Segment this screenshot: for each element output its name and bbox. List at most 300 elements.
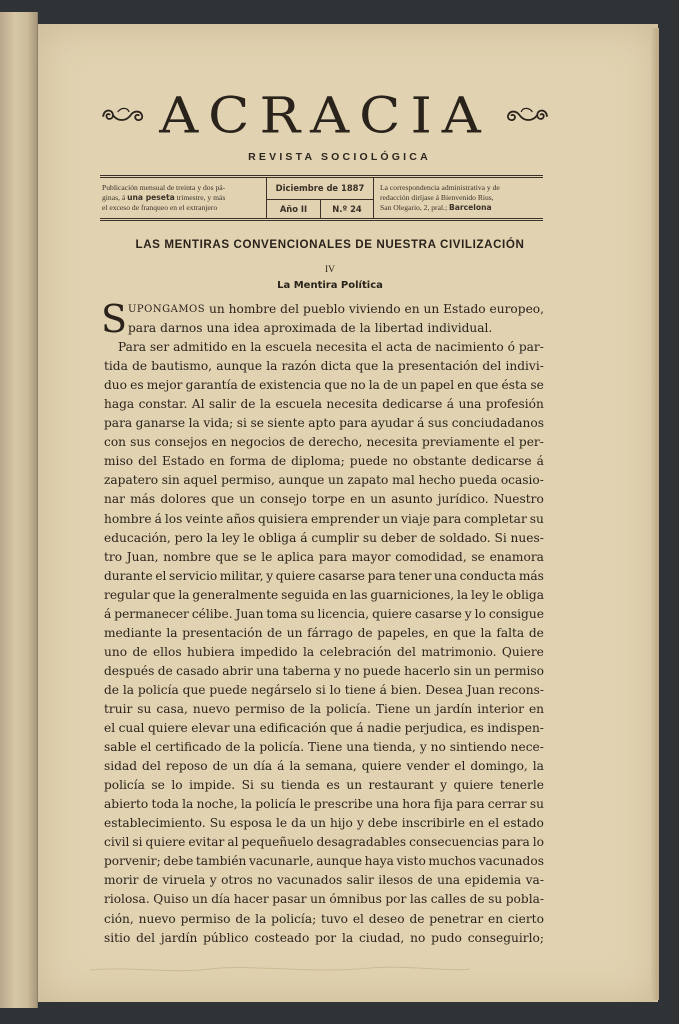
word: inscribirle	[401, 816, 465, 831]
word: negárselo	[251, 682, 312, 697]
word: de	[104, 682, 120, 697]
text-line	[104, 814, 544, 833]
word: ley	[221, 530, 240, 545]
word: su	[300, 606, 315, 621]
word: que	[215, 549, 239, 564]
text-line	[104, 776, 544, 795]
word: jardín	[435, 701, 473, 716]
word: es	[470, 721, 484, 736]
word: se	[151, 778, 165, 793]
word: da	[291, 816, 307, 831]
text-line	[104, 662, 544, 681]
word: nuevo	[192, 701, 230, 716]
word: elevar	[191, 721, 230, 736]
word: de	[157, 663, 173, 678]
word: la	[244, 740, 256, 755]
word: duo	[104, 378, 127, 393]
word: costeado	[254, 930, 310, 945]
word: militar,	[219, 568, 264, 583]
word: necesita	[366, 435, 418, 450]
word: individual.	[427, 321, 493, 336]
word: en	[457, 378, 473, 393]
word: una	[256, 663, 280, 678]
word: Si	[494, 530, 507, 545]
issue-info	[266, 178, 374, 218]
word: presentación	[182, 625, 263, 640]
word: de	[289, 701, 305, 716]
word: constar.	[138, 397, 188, 412]
word: sidad	[104, 759, 138, 774]
word: la	[182, 797, 194, 812]
word: existencia	[259, 378, 322, 393]
word: también	[195, 854, 247, 869]
word: tenerle	[499, 778, 544, 793]
word: jardín	[160, 930, 198, 945]
word: lo	[474, 606, 486, 621]
subscription-line-1: Publicación mensual de treinta y dos pá-	[102, 183, 226, 192]
word: le	[276, 816, 288, 831]
text-line	[104, 433, 544, 452]
word: policía.	[259, 740, 305, 755]
word: quisiera	[257, 511, 308, 526]
word: los	[164, 511, 183, 526]
word: Quiso	[153, 892, 189, 907]
word: interior	[477, 701, 524, 716]
word: la	[302, 644, 315, 659]
word: no	[257, 873, 273, 888]
word: quiere	[361, 759, 402, 774]
word: durante	[104, 568, 153, 583]
word: necesita	[315, 340, 368, 355]
word: domingo,	[470, 759, 528, 774]
word: para	[339, 416, 368, 431]
word: un	[239, 492, 255, 507]
word: sus	[427, 416, 449, 431]
word: un	[423, 302, 440, 316]
word: le	[261, 549, 273, 564]
word: diploma;	[291, 454, 345, 469]
text-line	[104, 795, 544, 814]
word: visto	[396, 854, 426, 869]
word: idea	[233, 321, 260, 336]
word: ayudar	[370, 416, 414, 431]
word: indivi-	[505, 359, 544, 374]
word: la	[382, 359, 394, 374]
word: vacunarle,	[248, 854, 314, 869]
word: ganarse	[135, 416, 186, 431]
word: siente	[267, 416, 305, 431]
word: la	[480, 625, 492, 640]
word: apto	[308, 416, 336, 431]
text-line	[104, 395, 544, 414]
word: hubiera	[187, 644, 235, 659]
text-line	[104, 643, 544, 662]
word: un	[286, 625, 303, 640]
text-line	[104, 510, 544, 529]
word: una	[375, 797, 399, 812]
text-line	[104, 929, 544, 948]
word: que	[452, 625, 476, 640]
word: la	[206, 530, 218, 545]
word: enamora	[489, 549, 544, 564]
word: toma	[266, 606, 298, 621]
word: la	[266, 359, 278, 374]
word: en	[404, 302, 420, 316]
correspondence-line-1: La correspondencia administrativa y de	[380, 183, 500, 192]
word: de	[132, 359, 148, 374]
word: quiere	[147, 721, 188, 736]
word: jurídico.	[437, 492, 489, 507]
word: ilesos	[378, 873, 414, 888]
word: ser	[149, 340, 170, 355]
word: papel	[420, 378, 455, 393]
word: matrimonio.	[421, 644, 497, 659]
word: impide.	[189, 778, 236, 793]
word: Juan	[466, 682, 495, 697]
word: aquel	[183, 473, 218, 488]
text-line	[104, 300, 544, 319]
word: tiene	[344, 682, 376, 697]
word: su	[362, 530, 377, 545]
text-line	[104, 910, 544, 929]
word: completar	[464, 511, 527, 526]
word: calles	[430, 892, 467, 907]
word: á	[417, 416, 425, 431]
text-line	[104, 452, 544, 471]
word: veinte	[185, 511, 224, 526]
word: puede	[209, 682, 248, 697]
word: sable	[104, 740, 137, 755]
word: una	[437, 873, 461, 888]
word: cual	[118, 721, 145, 736]
word: perjudica,	[404, 721, 467, 736]
word: que	[152, 587, 176, 602]
text-line	[104, 529, 544, 548]
word: consecuencias	[409, 835, 499, 850]
word: comodidad,	[395, 549, 467, 564]
word: la	[359, 321, 371, 336]
word: aproximada	[263, 321, 337, 336]
word: papeles,	[377, 625, 429, 640]
word: otros	[221, 873, 253, 888]
word: el	[487, 816, 500, 831]
text-line	[104, 319, 544, 338]
subscription-info	[100, 178, 266, 218]
word: que	[475, 378, 499, 393]
word: se	[243, 549, 257, 564]
word: su	[260, 778, 275, 793]
text-line	[104, 700, 544, 719]
word: al	[227, 835, 239, 850]
word: del	[141, 759, 161, 774]
word: la	[255, 911, 267, 926]
word: pero	[174, 530, 203, 545]
word: aplica	[277, 549, 315, 564]
word: viviendo	[348, 302, 401, 316]
word: día	[253, 759, 273, 774]
word: libertad	[374, 321, 424, 336]
word: permiso	[180, 911, 231, 926]
word: no	[410, 930, 426, 945]
word: certificado	[155, 740, 222, 755]
word: por	[385, 892, 407, 907]
text-line	[104, 719, 544, 738]
word: de	[271, 454, 287, 469]
word: fija	[433, 797, 453, 812]
word: necesita	[326, 397, 378, 412]
word: se	[471, 549, 485, 564]
word: policía	[255, 797, 297, 812]
magazine-subtitle: REVISTA SOCIOLÓGICA	[248, 151, 431, 163]
word: prescribe	[314, 797, 373, 812]
word: hacer	[233, 892, 269, 907]
word: miso	[104, 454, 134, 469]
word: un	[382, 511, 398, 526]
word: truir	[104, 701, 133, 716]
word: y	[440, 778, 448, 793]
word: de	[340, 321, 356, 336]
word: servicio	[169, 568, 218, 583]
word: lo	[532, 835, 544, 850]
word: porvenir;	[104, 854, 161, 869]
word: la	[289, 759, 301, 774]
word: bien.	[390, 682, 422, 697]
word: va-	[525, 873, 544, 888]
word: vida;	[203, 416, 234, 431]
word: Nuestro	[493, 492, 544, 507]
word: dedicarse	[382, 397, 443, 412]
word: día	[211, 892, 231, 907]
word: el	[104, 721, 116, 736]
word: á	[536, 454, 544, 469]
word: policía.	[326, 701, 371, 716]
text-line	[104, 852, 544, 871]
word: la	[259, 397, 272, 412]
word: escuela	[275, 397, 322, 412]
word: tuvo	[321, 911, 348, 926]
word: nuevo	[138, 911, 176, 926]
word: en	[231, 340, 247, 355]
article-body	[101, 297, 544, 948]
word: riolosa.	[104, 892, 150, 907]
word: un	[209, 302, 225, 316]
text-line	[104, 890, 544, 909]
word: establecimiento.	[104, 816, 206, 831]
word: de	[132, 644, 148, 659]
word: ciudad,	[358, 930, 405, 945]
word: la	[188, 416, 200, 431]
paper-stain	[90, 962, 470, 976]
text-line	[104, 757, 544, 776]
word: ésta	[501, 378, 528, 393]
word: zapatero	[104, 473, 159, 488]
word: con	[104, 435, 127, 450]
word: en	[332, 587, 348, 602]
text-line	[104, 338, 544, 357]
word: y	[266, 568, 274, 583]
word: á	[379, 682, 387, 697]
word: aunque	[216, 359, 263, 374]
word: tida	[104, 359, 128, 374]
word: que	[182, 682, 206, 697]
word: permiso	[234, 701, 285, 716]
word: le	[299, 797, 311, 812]
word: en	[528, 701, 544, 716]
word: el	[454, 759, 466, 774]
word: permiso	[494, 663, 544, 678]
info-bar	[100, 175, 543, 221]
word: hecho	[418, 473, 456, 488]
word: después	[104, 663, 155, 678]
right-ornament-icon	[505, 101, 550, 131]
word: la	[122, 682, 135, 697]
word: una	[458, 397, 482, 412]
word: de	[420, 530, 436, 545]
word: abrir	[222, 663, 253, 678]
word: cerrar	[487, 797, 527, 812]
word: bautismo,	[151, 359, 213, 374]
word: más	[130, 492, 156, 507]
word: su	[529, 797, 544, 812]
text-line	[104, 471, 544, 490]
word: no	[430, 740, 446, 755]
word: profesión	[485, 397, 544, 412]
word: haya	[364, 854, 394, 869]
word: consejo	[260, 492, 307, 507]
text-line	[104, 490, 544, 509]
word: si	[315, 682, 326, 697]
word: nar	[104, 492, 125, 507]
word: para	[104, 416, 133, 431]
word: policía;	[271, 911, 317, 926]
word: abierto	[104, 797, 149, 812]
word: la	[456, 587, 469, 602]
word: uno	[104, 644, 128, 659]
word: en	[433, 625, 449, 640]
word: á	[154, 511, 162, 526]
text-line	[104, 681, 544, 700]
word: europeo,	[489, 302, 544, 316]
text-line	[104, 586, 544, 605]
word: del	[138, 454, 157, 469]
word: y	[209, 873, 217, 888]
word: hombre	[104, 511, 152, 526]
word: su	[488, 892, 503, 907]
word: ó	[507, 340, 515, 355]
word: dedicarse	[471, 454, 532, 469]
word: deseo	[368, 911, 405, 926]
word: de	[417, 873, 433, 888]
word: mediante	[104, 625, 162, 640]
word: conseguirlo;	[467, 930, 544, 945]
word: seguida	[281, 587, 330, 602]
word: forma	[229, 454, 267, 469]
word: quiere	[145, 835, 186, 850]
word: la	[250, 340, 262, 355]
correspondence-line-3: San Olegario, 2, pral.; Barcelona	[380, 203, 492, 212]
text-line	[104, 357, 544, 376]
word: admitido	[173, 340, 228, 355]
word: salir	[208, 397, 237, 412]
word: per-	[518, 435, 544, 450]
word: emprender	[310, 511, 380, 526]
word: la	[166, 625, 178, 640]
word: puede	[362, 663, 401, 678]
word: un	[475, 663, 491, 678]
word: ocasio-	[500, 473, 544, 488]
word: en	[468, 816, 484, 831]
word: casarse	[414, 606, 462, 621]
word: á	[300, 530, 308, 545]
word: las	[350, 587, 368, 602]
word: que	[324, 378, 348, 393]
word: epidemia	[464, 873, 522, 888]
text-line	[104, 738, 544, 757]
word: hora	[402, 797, 431, 812]
word: nadie	[367, 721, 402, 736]
word: esposa	[229, 816, 273, 831]
word: soldado.	[439, 530, 491, 545]
word: quiere	[275, 568, 316, 583]
word: el	[352, 911, 364, 926]
word: Estado	[443, 302, 486, 316]
word: de	[289, 435, 305, 450]
word: indispen-	[487, 721, 544, 736]
word: de	[212, 759, 228, 774]
word: puede	[349, 454, 388, 469]
subscription-line-3: el exceso de franqueo en el extranjero	[102, 203, 218, 212]
word: sitio	[104, 930, 131, 945]
word: Quiere	[501, 644, 544, 659]
word: de	[267, 625, 283, 640]
word: Desea	[425, 682, 463, 697]
word: toda	[151, 797, 179, 812]
word: por	[315, 930, 337, 945]
word: quiere	[453, 778, 494, 793]
word: de	[240, 378, 256, 393]
word: debe	[367, 816, 398, 831]
word: cierto	[507, 911, 544, 926]
word: no	[392, 454, 408, 469]
word: sin	[161, 473, 180, 488]
word: á	[446, 397, 455, 412]
word: de	[528, 625, 544, 640]
word: para	[128, 321, 157, 336]
word: un	[192, 892, 208, 907]
word: las	[409, 892, 428, 907]
word: de	[409, 911, 425, 926]
word: asunto	[391, 492, 433, 507]
word: lo	[171, 778, 183, 793]
word: Juan	[235, 606, 264, 621]
word: Juan,	[126, 549, 159, 564]
word: policía	[137, 682, 179, 697]
word: obstante	[412, 454, 467, 469]
word: tienda,	[373, 740, 416, 755]
word: el	[371, 340, 383, 355]
word: vacunados	[276, 873, 343, 888]
word: debe	[163, 854, 194, 869]
word: Al	[191, 397, 205, 412]
drop-cap: S	[101, 297, 128, 341]
word: conciudadanos	[451, 416, 544, 431]
text-line	[104, 624, 544, 643]
word: educación,	[104, 530, 171, 545]
word: y	[464, 606, 472, 621]
word: es	[326, 778, 340, 793]
word: y	[419, 740, 427, 755]
word: á	[356, 721, 364, 736]
